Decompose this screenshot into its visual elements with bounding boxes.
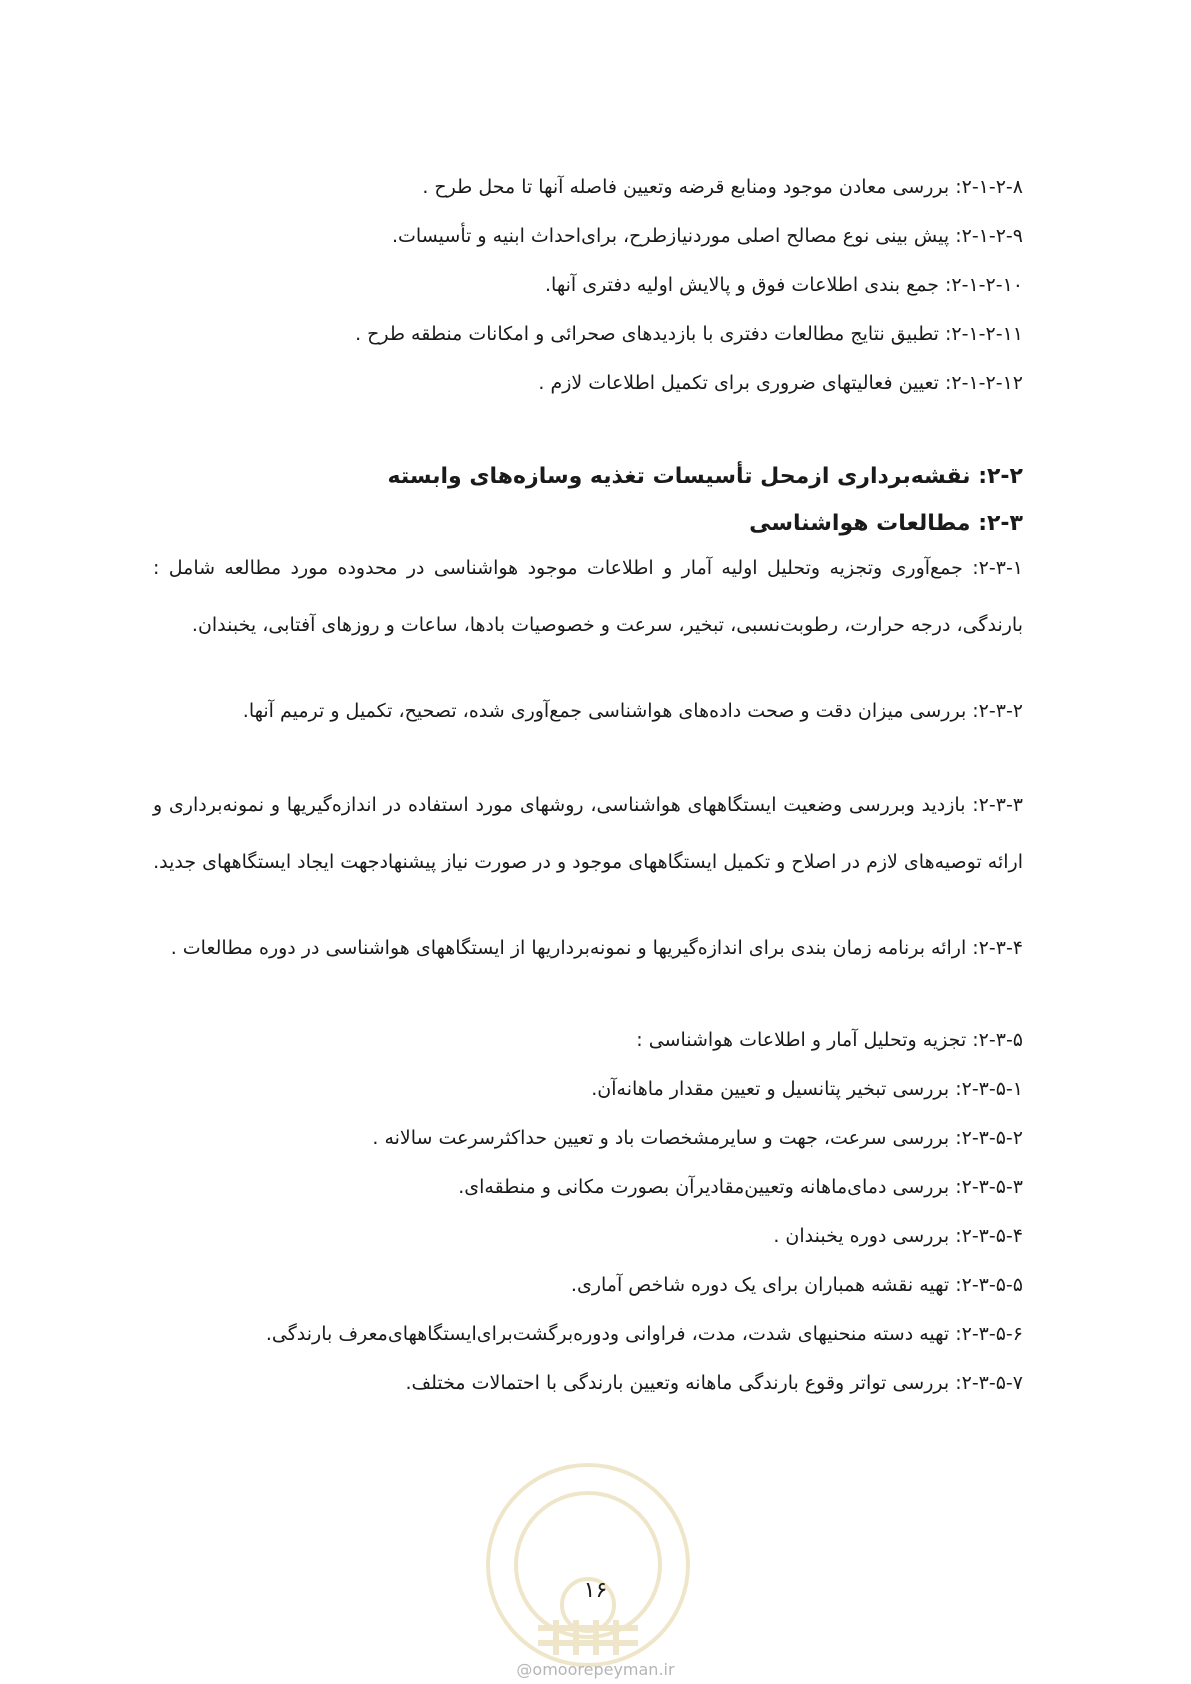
seal-watermark-icon <box>478 1455 698 1675</box>
subitem-2-3-5-2: ۲-۳-۵-۲: بررسی سرعت، جهت و سایرمشخصات باد و تعیین حداکثرسرعت سالانه . <box>372 1127 1023 1149</box>
item-2-1-2-9: ۲-۱-۲-۹: پیش بینی نوع مصالح اصلی موردنیازطرح، برای‌احداث ابنیه و تأسیسات. <box>392 225 1023 247</box>
subitem-2-3-5-3: ۲-۳-۵-۳: بررسی دمای‌ماهانه وتعیین‌مقادیرآن بصورت مکانی و منطقه‌ای. <box>458 1176 1023 1198</box>
subitem-2-3-5-6: ۲-۳-۵-۶: تهیه دسته منحنیهای شدت، مدت، فراوانی ودوره‌برگشت‌برای‌ایستگاههای‌معرف بارندگی. <box>265 1323 1023 1345</box>
heading-2-2: ۲-۲: نقشه‌برداری ازمحل تأسیسات تغذیه وسازه‌های وابسته <box>387 464 1023 489</box>
paragraph-2-3-1: ۲-۳-۱: جمع‌آوری وتجزیه وتحلیل اولیه آمار و اطلاعات موجود هواشناسی در محدوده مورد مطالعه شامل : بارندگی، درجه حرارت، رطوبت‌نسبی، تبخیر، سرعت و خصوصیات بادها، ساعات و روزهای آفتابی، یخبندان. <box>153 557 1023 636</box>
paragraph-2-3-3: ۲-۳-۳: بازدید وبررسی وضعیت ایستگاههای هواشناسی، روشهای مورد استفاده در اندازه‌گیریها و نمونه‌برداری و ارائه توصیه‌های لازم در اصلاح و تکمیل ایستگاههای موجود و در صورت نیاز پیشنهادجهت ایجاد ایستگاههای جدید. <box>153 794 1023 873</box>
item-2-1-2-11: ۲-۱-۲-۱۱: تطبیق نتایج مطالعات دفتری با بازدیدهای صحرائی و امکانات منطقه طرح . <box>355 323 1023 345</box>
paragraph-2-3-2: ۲-۳-۲: بررسی میزان دقت و صحت داده‌های هواشناسی جمع‌آوری شده، تصحیح، تکمیل و ترمیم آنها. <box>242 700 1023 722</box>
page-number: ۱۶ <box>583 1578 608 1603</box>
heading-2-3: ۲-۳: مطالعات هواشناسی <box>749 511 1023 536</box>
paragraph-2-3-4: ۲-۳-۴: ارائه برنامه زمان بندی برای اندازه‌گیریها و نمونه‌برداریها از ایستگاههای هواشناسی در دوره مطالعات . <box>170 937 1023 959</box>
item-2-1-2-8: ۲-۱-۲-۸: بررسی معادن موجود ومنابع قرضه وتعیین فاصله آنها تا محل طرح . <box>422 176 1023 198</box>
subitem-2-3-5-5: ۲-۳-۵-۵: تهیه نقشه همباران برای یک دوره شاخص آماری. <box>570 1274 1023 1296</box>
watermark-text: @omoorepeyman.ir <box>516 1660 675 1679</box>
item-2-3-5: ۲-۳-۵: تجزیه وتحلیل آمار و اطلاعات هواشناسی : <box>636 1029 1023 1051</box>
subitem-2-3-5-4: ۲-۳-۵-۴: بررسی دوره یخبندان . <box>773 1225 1023 1247</box>
subitem-2-3-5-1: ۲-۳-۵-۱: بررسی تبخیر پتانسیل و تعیین مقدار ماهانه‌آن. <box>591 1078 1023 1100</box>
item-2-1-2-12: ۲-۱-۲-۱۲: تعیین فعالیتهای ضروری برای تکمیل اطلاعات لازم . <box>538 372 1023 394</box>
subitem-2-3-5-7: ۲-۳-۵-۷: بررسی تواتر وقوع بارندگی ماهانه وتعیین بارندگی با احتمالات مختلف. <box>405 1372 1023 1394</box>
item-2-1-2-10: ۲-۱-۲-۱۰: جمع بندی اطلاعات فوق و پالایش اولیه دفتری آنها. <box>545 274 1023 296</box>
